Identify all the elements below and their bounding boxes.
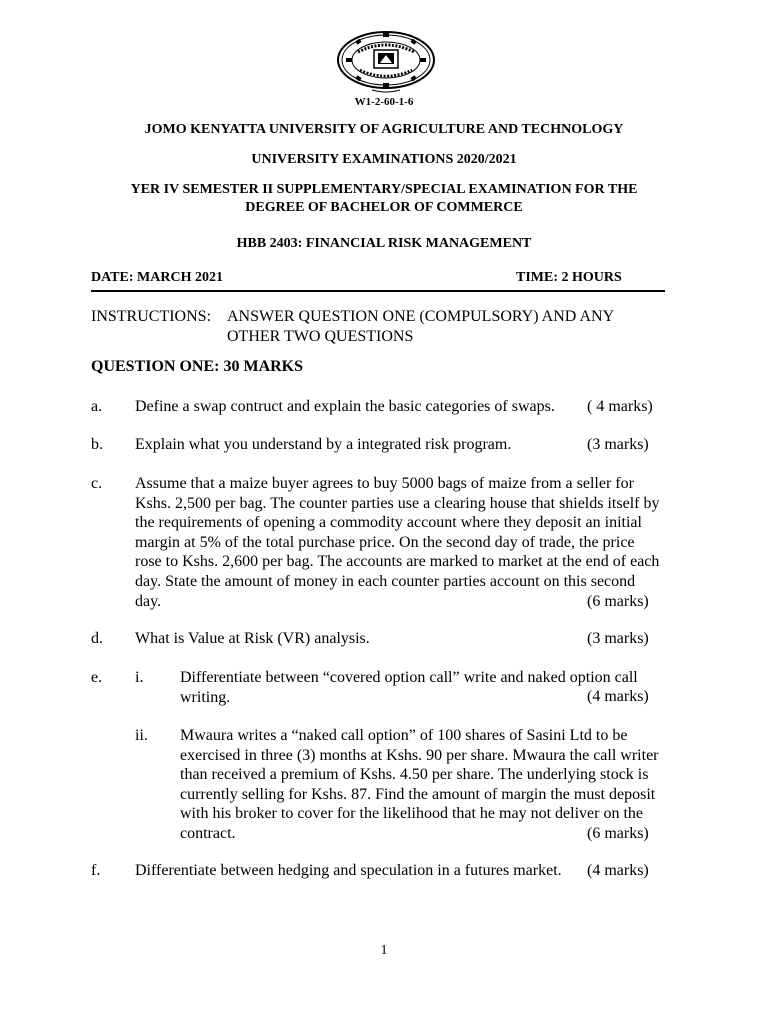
- text-line: Differentiate between “covered option call” write and naked option call: [180, 669, 638, 686]
- text-line: contract.: [180, 824, 236, 842]
- item-letter: c.: [91, 475, 103, 492]
- instructions-text: [227, 307, 647, 347]
- item-text: What is Value at Risk (VR) analysis.: [135, 630, 370, 647]
- item-letter: a.: [91, 398, 103, 415]
- text-line: rose to Kshs. 2,600 per bag. The accounts are marked to market at the end of each: [135, 553, 660, 571]
- item-letter: f.: [91, 862, 101, 879]
- instructions-line: ANSWER QUESTION ONE (COMPULSORY) AND ANY: [227, 308, 615, 325]
- sub-item-number: i.: [135, 669, 144, 686]
- text-line: Kshs. 2,500 per bag. The counter parties use a clearing house that shields itself by: [135, 494, 660, 512]
- text-line: currently selling for Kshs. 87. Find the amount of margin the must deposit: [180, 785, 656, 803]
- date-time-row: [91, 268, 665, 292]
- instructions-line: OTHER TWO QUESTIONS: [227, 328, 414, 345]
- item-text: Define a swap contruct and explain the basic categories of swaps.: [135, 398, 555, 415]
- paper-code: W1-2-60-1-6: [354, 96, 414, 108]
- text-line: writing.: [180, 688, 231, 706]
- university-seal-icon: [336, 30, 436, 94]
- text-line: margin at 5% of the total purchase price. On the second day of trade, the price: [135, 533, 635, 551]
- item-letter: b.: [91, 436, 103, 453]
- item-letter: d.: [91, 630, 103, 647]
- exam-date: DATE: MARCH 2021: [91, 270, 223, 285]
- question-heading: QUESTION ONE: 30 MARKS: [91, 358, 304, 375]
- sub-item-number: ii.: [135, 727, 148, 744]
- item-marks: (3 marks): [587, 436, 649, 453]
- page-number: 1: [380, 943, 388, 958]
- exam-session: UNIVERSITY EXAMINATIONS 2020/2021: [251, 152, 517, 167]
- text-line: than received a premium of Kshs. 4.50 per share. The underlying stock is: [180, 766, 649, 784]
- university-name: JOMO KENYATTA UNIVERSITY OF AGRICULTURE AND TECHNOLOGY: [144, 122, 624, 137]
- text-line: with his broker to cover for the likelihood that he may not deliver on the: [180, 805, 643, 823]
- text-line: day. State the amount of money in each counter parties account on this second: [135, 572, 636, 590]
- item-text: [135, 474, 695, 611]
- instructions-label: INSTRUCTIONS:: [91, 308, 212, 325]
- course-title: HBB 2403: FINANCIAL RISK MANAGEMENT: [236, 236, 532, 251]
- text-line: Mwaura writes a “naked call option” of 100 shares of Sasini Ltd to be: [180, 727, 628, 744]
- item-marks: (4 marks): [587, 688, 649, 705]
- text-line: Assume that a maize buyer agrees to buy 5000 bags of maize from a seller for: [135, 475, 634, 492]
- text-line: exercised in three (3) months at Kshs. 90 per share. Mwaura the call writer: [180, 746, 659, 764]
- text-line: the requirements of opening a commodity account where they deposit an initial: [135, 514, 642, 532]
- exam-title-line1: YER IV SEMESTER II SUPPLEMENTARY/SPECIAL EXAMINATION FOR THE: [130, 182, 638, 197]
- item-text: Explain what you understand by a integrated risk program.: [135, 436, 512, 453]
- item-text: Differentiate between hedging and speculation in a futures market.: [135, 862, 562, 879]
- item-marks: (6 marks): [587, 825, 649, 842]
- item-marks: (6 marks): [587, 593, 649, 610]
- exam-duration: TIME: 2 HOURS: [516, 270, 622, 285]
- item-marks: ( 4 marks): [587, 398, 653, 415]
- text-line: day.: [135, 592, 162, 610]
- item-letter: e.: [91, 669, 103, 686]
- item-marks: (4 marks): [587, 862, 649, 879]
- exam-title-line2: DEGREE OF BACHELOR OF COMMERCE: [245, 200, 523, 215]
- item-marks: (3 marks): [587, 630, 649, 647]
